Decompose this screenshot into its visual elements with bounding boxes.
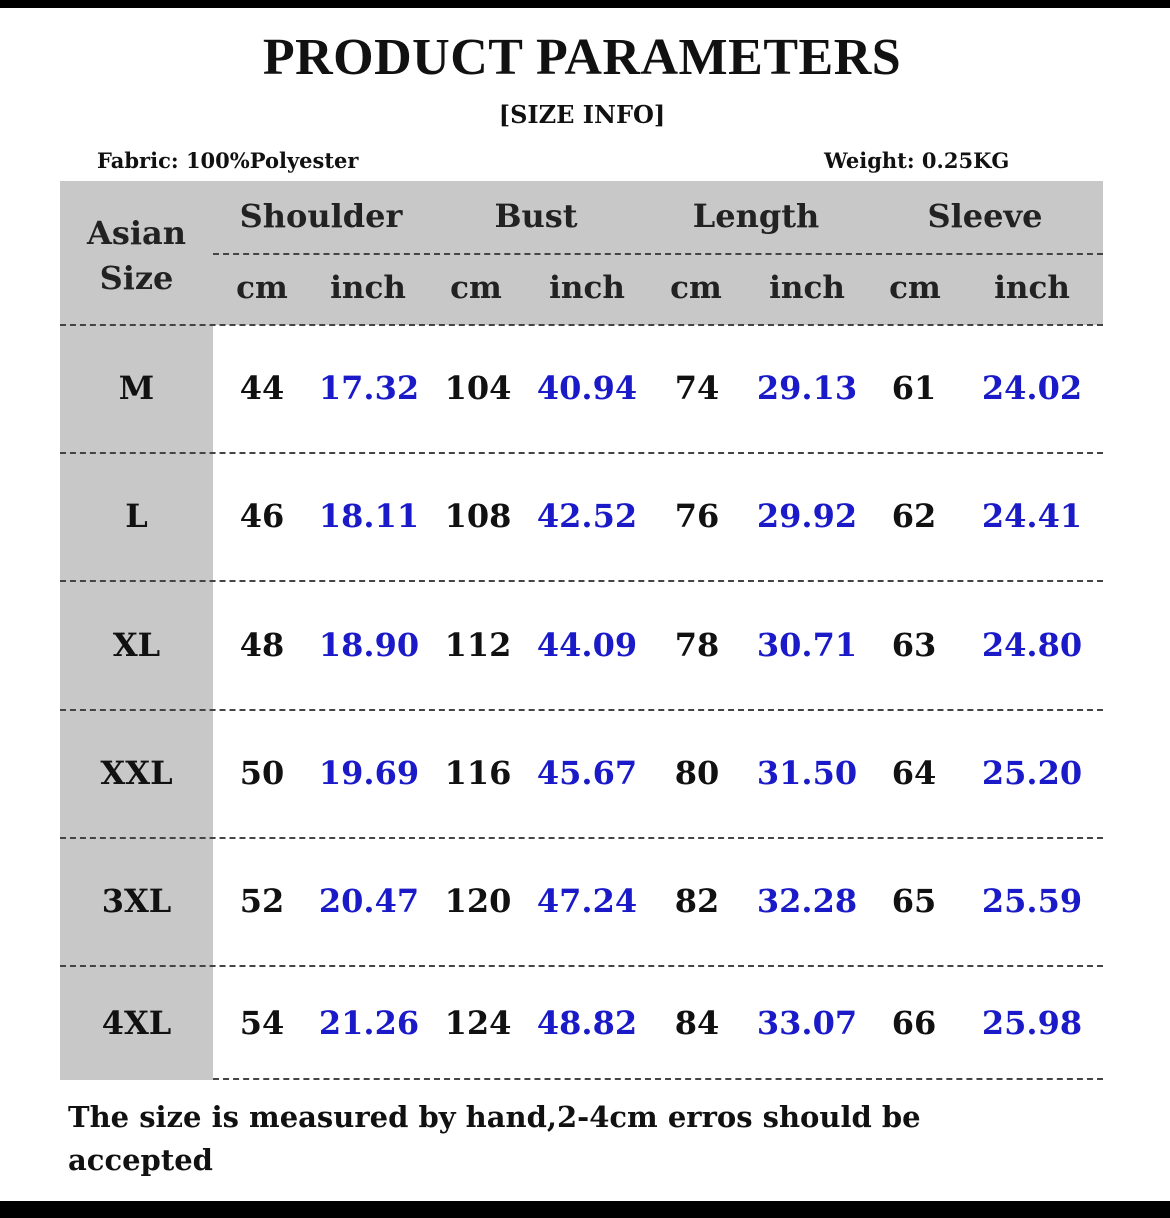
cell-bust-cm: 108 [444, 497, 512, 535]
cell-bust-inch: 42.52 [536, 497, 638, 535]
cell-bust-inch: 45.67 [536, 754, 638, 792]
row-divider [60, 837, 1103, 839]
size-header-line2: Size [99, 259, 174, 297]
unit-header-cm: cm [889, 270, 941, 306]
cell-length-inch: 33.07 [756, 1004, 858, 1042]
group-header-sleeve: Sleeve [927, 197, 1043, 235]
cell-sleeve-inch: 24.02 [981, 369, 1083, 407]
cell-shoulder-cm: 52 [239, 882, 285, 920]
cell-bust-cm: 104 [444, 369, 512, 407]
cell-sleeve-inch: 25.98 [981, 1004, 1083, 1042]
cell-shoulder-inch: 18.11 [318, 497, 420, 535]
cell-bust-cm: 116 [444, 754, 512, 792]
cell-bust-cm: 112 [444, 626, 512, 664]
row-divider [60, 709, 1103, 711]
cell-length-cm: 84 [674, 1004, 720, 1042]
cell-length-inch: 32.28 [756, 882, 858, 920]
cell-bust-inch: 40.94 [536, 369, 638, 407]
size-label: 3XL [101, 882, 172, 920]
weight-info: Weight: 0.25KG [824, 148, 1010, 173]
cell-length-inch: 29.92 [756, 497, 858, 535]
cell-shoulder-cm: 50 [239, 754, 285, 792]
cell-length-cm: 74 [674, 369, 720, 407]
unit-header-inch: inch [994, 270, 1070, 306]
cell-shoulder-inch: 17.32 [318, 369, 420, 407]
size-label: 4XL [101, 1004, 172, 1042]
cell-bust-inch: 48.82 [536, 1004, 638, 1042]
bottom-border-bar [0, 1201, 1170, 1218]
unit-header-inch: inch [769, 270, 845, 306]
cell-length-inch: 31.50 [756, 754, 858, 792]
cell-sleeve-cm: 65 [891, 882, 937, 920]
header-bottom-divider [60, 324, 1103, 326]
unit-header-cm: cm [236, 270, 288, 306]
group-header-length: Length [692, 197, 820, 235]
size-label: XXL [100, 754, 173, 792]
cell-sleeve-cm: 64 [891, 754, 937, 792]
measurement-note: The size is measured by hand,2-4cm erros should be accepted [68, 1100, 921, 1177]
cell-length-cm: 82 [674, 882, 720, 920]
cell-bust-inch: 47.24 [536, 882, 638, 920]
cell-bust-inch: 44.09 [536, 626, 638, 664]
size-column-header [60, 211, 213, 301]
row-divider [60, 965, 1103, 967]
table-bottom-divider [213, 1078, 1103, 1080]
page-subtitle: [SIZE INFO] [498, 100, 666, 129]
cell-shoulder-cm: 44 [239, 369, 285, 407]
unit-header-cm: cm [670, 270, 722, 306]
top-border-bar [0, 0, 1170, 8]
header-group-divider [213, 253, 1103, 255]
unit-header-cm: cm [450, 270, 502, 306]
row-divider [60, 580, 1103, 582]
cell-sleeve-inch: 25.59 [981, 882, 1083, 920]
unit-header-inch: inch [549, 270, 625, 306]
cell-shoulder-inch: 18.90 [318, 626, 420, 664]
cell-sleeve-inch: 24.80 [981, 626, 1083, 664]
group-header-shoulder: Shoulder [239, 197, 403, 235]
cell-sleeve-inch: 25.20 [981, 754, 1083, 792]
cell-length-cm: 76 [674, 497, 720, 535]
cell-shoulder-inch: 21.26 [318, 1004, 420, 1042]
group-header-bust: Bust [494, 197, 578, 235]
cell-bust-cm: 120 [444, 882, 512, 920]
cell-shoulder-cm: 54 [239, 1004, 285, 1042]
cell-shoulder-inch: 20.47 [318, 882, 420, 920]
cell-shoulder-cm: 48 [239, 626, 285, 664]
fabric-info: Fabric: 100%Polyester [97, 148, 359, 173]
size-header-line1: Asian [87, 214, 186, 252]
cell-bust-cm: 124 [444, 1004, 512, 1042]
cell-sleeve-cm: 63 [891, 626, 937, 664]
cell-length-inch: 30.71 [756, 626, 858, 664]
cell-shoulder-cm: 46 [239, 497, 285, 535]
page-title: PRODUCT PARAMETERS [262, 29, 902, 86]
size-label: L [125, 497, 148, 535]
cell-length-cm: 80 [674, 754, 720, 792]
cell-length-cm: 78 [674, 626, 720, 664]
cell-sleeve-inch: 24.41 [981, 497, 1083, 535]
row-divider [60, 452, 1103, 454]
cell-sleeve-cm: 66 [891, 1004, 937, 1042]
cell-length-inch: 29.13 [756, 369, 858, 407]
unit-header-inch: inch [330, 270, 406, 306]
cell-shoulder-inch: 19.69 [318, 754, 420, 792]
cell-sleeve-cm: 61 [891, 369, 937, 407]
cell-sleeve-cm: 62 [891, 497, 937, 535]
size-label: XL [112, 626, 161, 664]
size-label: M [118, 369, 155, 407]
